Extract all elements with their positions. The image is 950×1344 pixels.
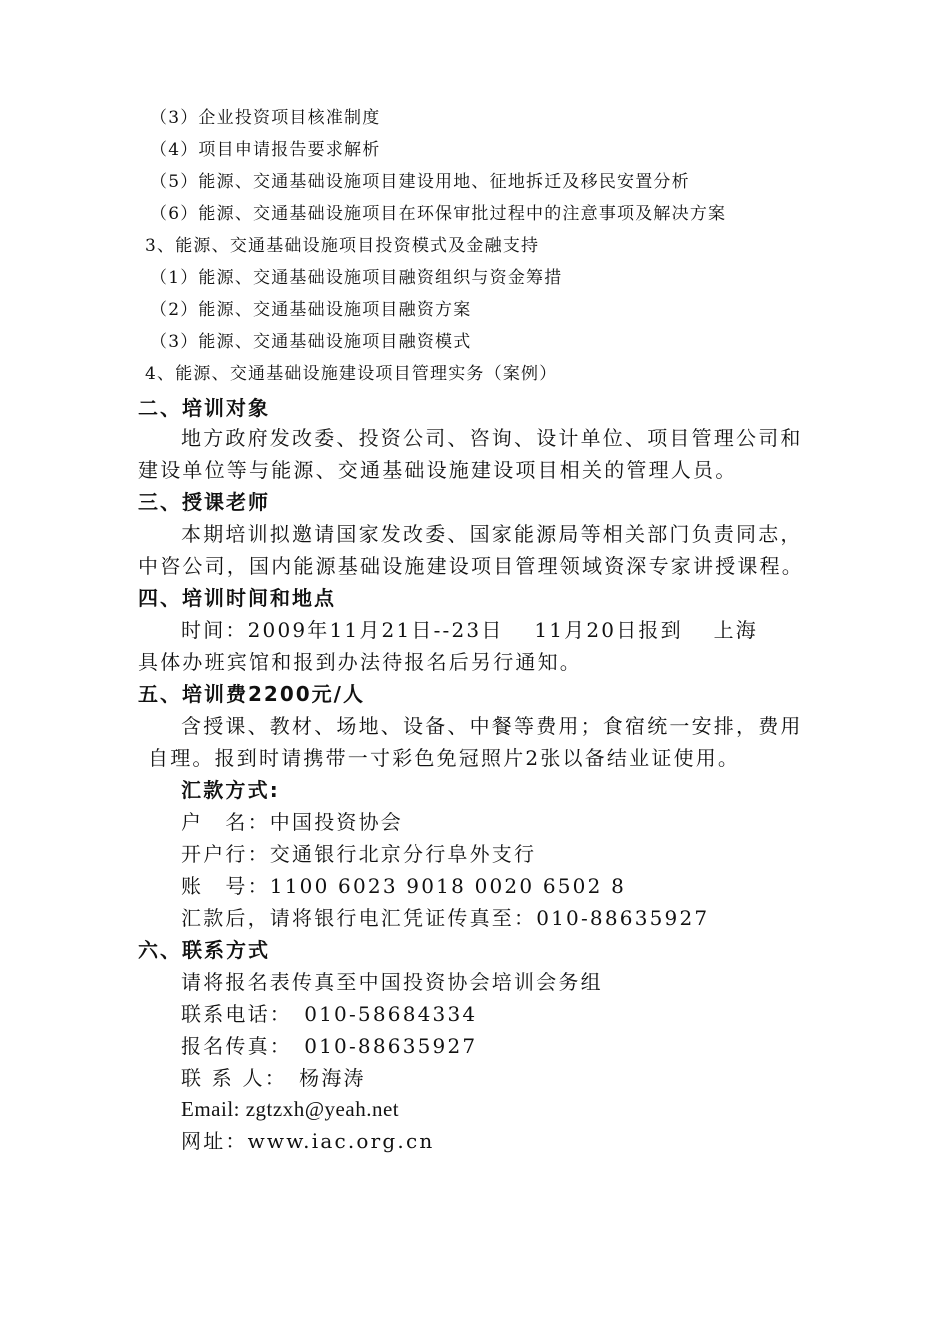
trainees-text-line: 地方政府发改委、投资公司、咨询、设计单位、项目管理公司和 bbox=[181, 426, 803, 450]
venue-text-line: 具体办班宾馆和报到办法待报名后另行通知。 bbox=[138, 650, 582, 674]
contact-instruction: 请将报名表传真至中国投资协会培训会务组 bbox=[181, 970, 603, 994]
outline-item: 3、能源、交通基础设施项目投资模式及金融支持 bbox=[145, 236, 540, 256]
contact-website: 网址：www.iac.org.cn bbox=[181, 1129, 435, 1153]
fee-text-line: 含授课、教材、场地、设备、中餐等费用；食宿统一安排，费用 bbox=[181, 714, 803, 738]
outline-item: （4）项目申请报告要求解析 bbox=[150, 140, 381, 160]
time-text-line: 时间：2009年11月21日--23日 11月20日报到 上海 bbox=[181, 618, 758, 642]
section-heading-time-place: 四、培训时间和地点 bbox=[138, 586, 336, 610]
section-heading-trainees: 二、培训对象 bbox=[138, 396, 270, 420]
section-heading-teachers: 三、授课老师 bbox=[138, 490, 270, 514]
bank-name: 开户行：交通银行北京分行阜外支行 bbox=[181, 842, 537, 866]
outline-item: （3）能源、交通基础设施项目融资模式 bbox=[150, 332, 472, 352]
outline-item: （2）能源、交通基础设施项目融资方案 bbox=[150, 300, 472, 320]
fee-text-line: 自理。报到时请携带一寸彩色免冠照片2张以备结业证使用。 bbox=[148, 746, 741, 770]
section-heading-fee: 五、培训费2200元/人 bbox=[138, 682, 365, 706]
remittance-fax-note: 汇款后，请将银行电汇凭证传真至：010-88635927 bbox=[181, 906, 710, 930]
outline-item: 4、能源、交通基础设施建设项目管理实务（案例） bbox=[145, 364, 558, 384]
outline-item: （1）能源、交通基础设施项目融资组织与资金筹措 bbox=[150, 268, 563, 288]
teachers-text-line: 本期培训拟邀请国家发改委、国家能源局等相关部门负责同志， bbox=[181, 522, 803, 546]
contact-email: Email: zgtzxh@yeah.net bbox=[181, 1097, 400, 1121]
account-number: 账 号：1100 6023 9018 0020 6502 8 bbox=[181, 874, 627, 898]
account-name: 户 名：中国投资协会 bbox=[181, 810, 403, 834]
trainees-text-line: 建设单位等与能源、交通基础设施建设项目相关的管理人员。 bbox=[138, 458, 738, 482]
contact-fax: 报名传真： 010-88635927 bbox=[181, 1034, 478, 1058]
outline-item: （5）能源、交通基础设施项目建设用地、征地拆迁及移民安置分析 bbox=[150, 172, 690, 192]
contact-phone: 联系电话： 010-58684334 bbox=[181, 1002, 478, 1026]
outline-item: （3）企业投资项目核准制度 bbox=[150, 108, 381, 128]
remittance-title: 汇款方式: bbox=[181, 778, 280, 802]
outline-item: （6）能源、交通基础设施项目在环保审批过程中的注意事项及解决方案 bbox=[150, 204, 727, 224]
contact-person: 联 系 人： 杨海涛 bbox=[181, 1066, 366, 1090]
section-heading-contact: 六、联系方式 bbox=[138, 938, 270, 962]
teachers-text-line: 中咨公司，国内能源基础设施建设项目管理领域资深专家讲授课程。 bbox=[138, 554, 804, 578]
